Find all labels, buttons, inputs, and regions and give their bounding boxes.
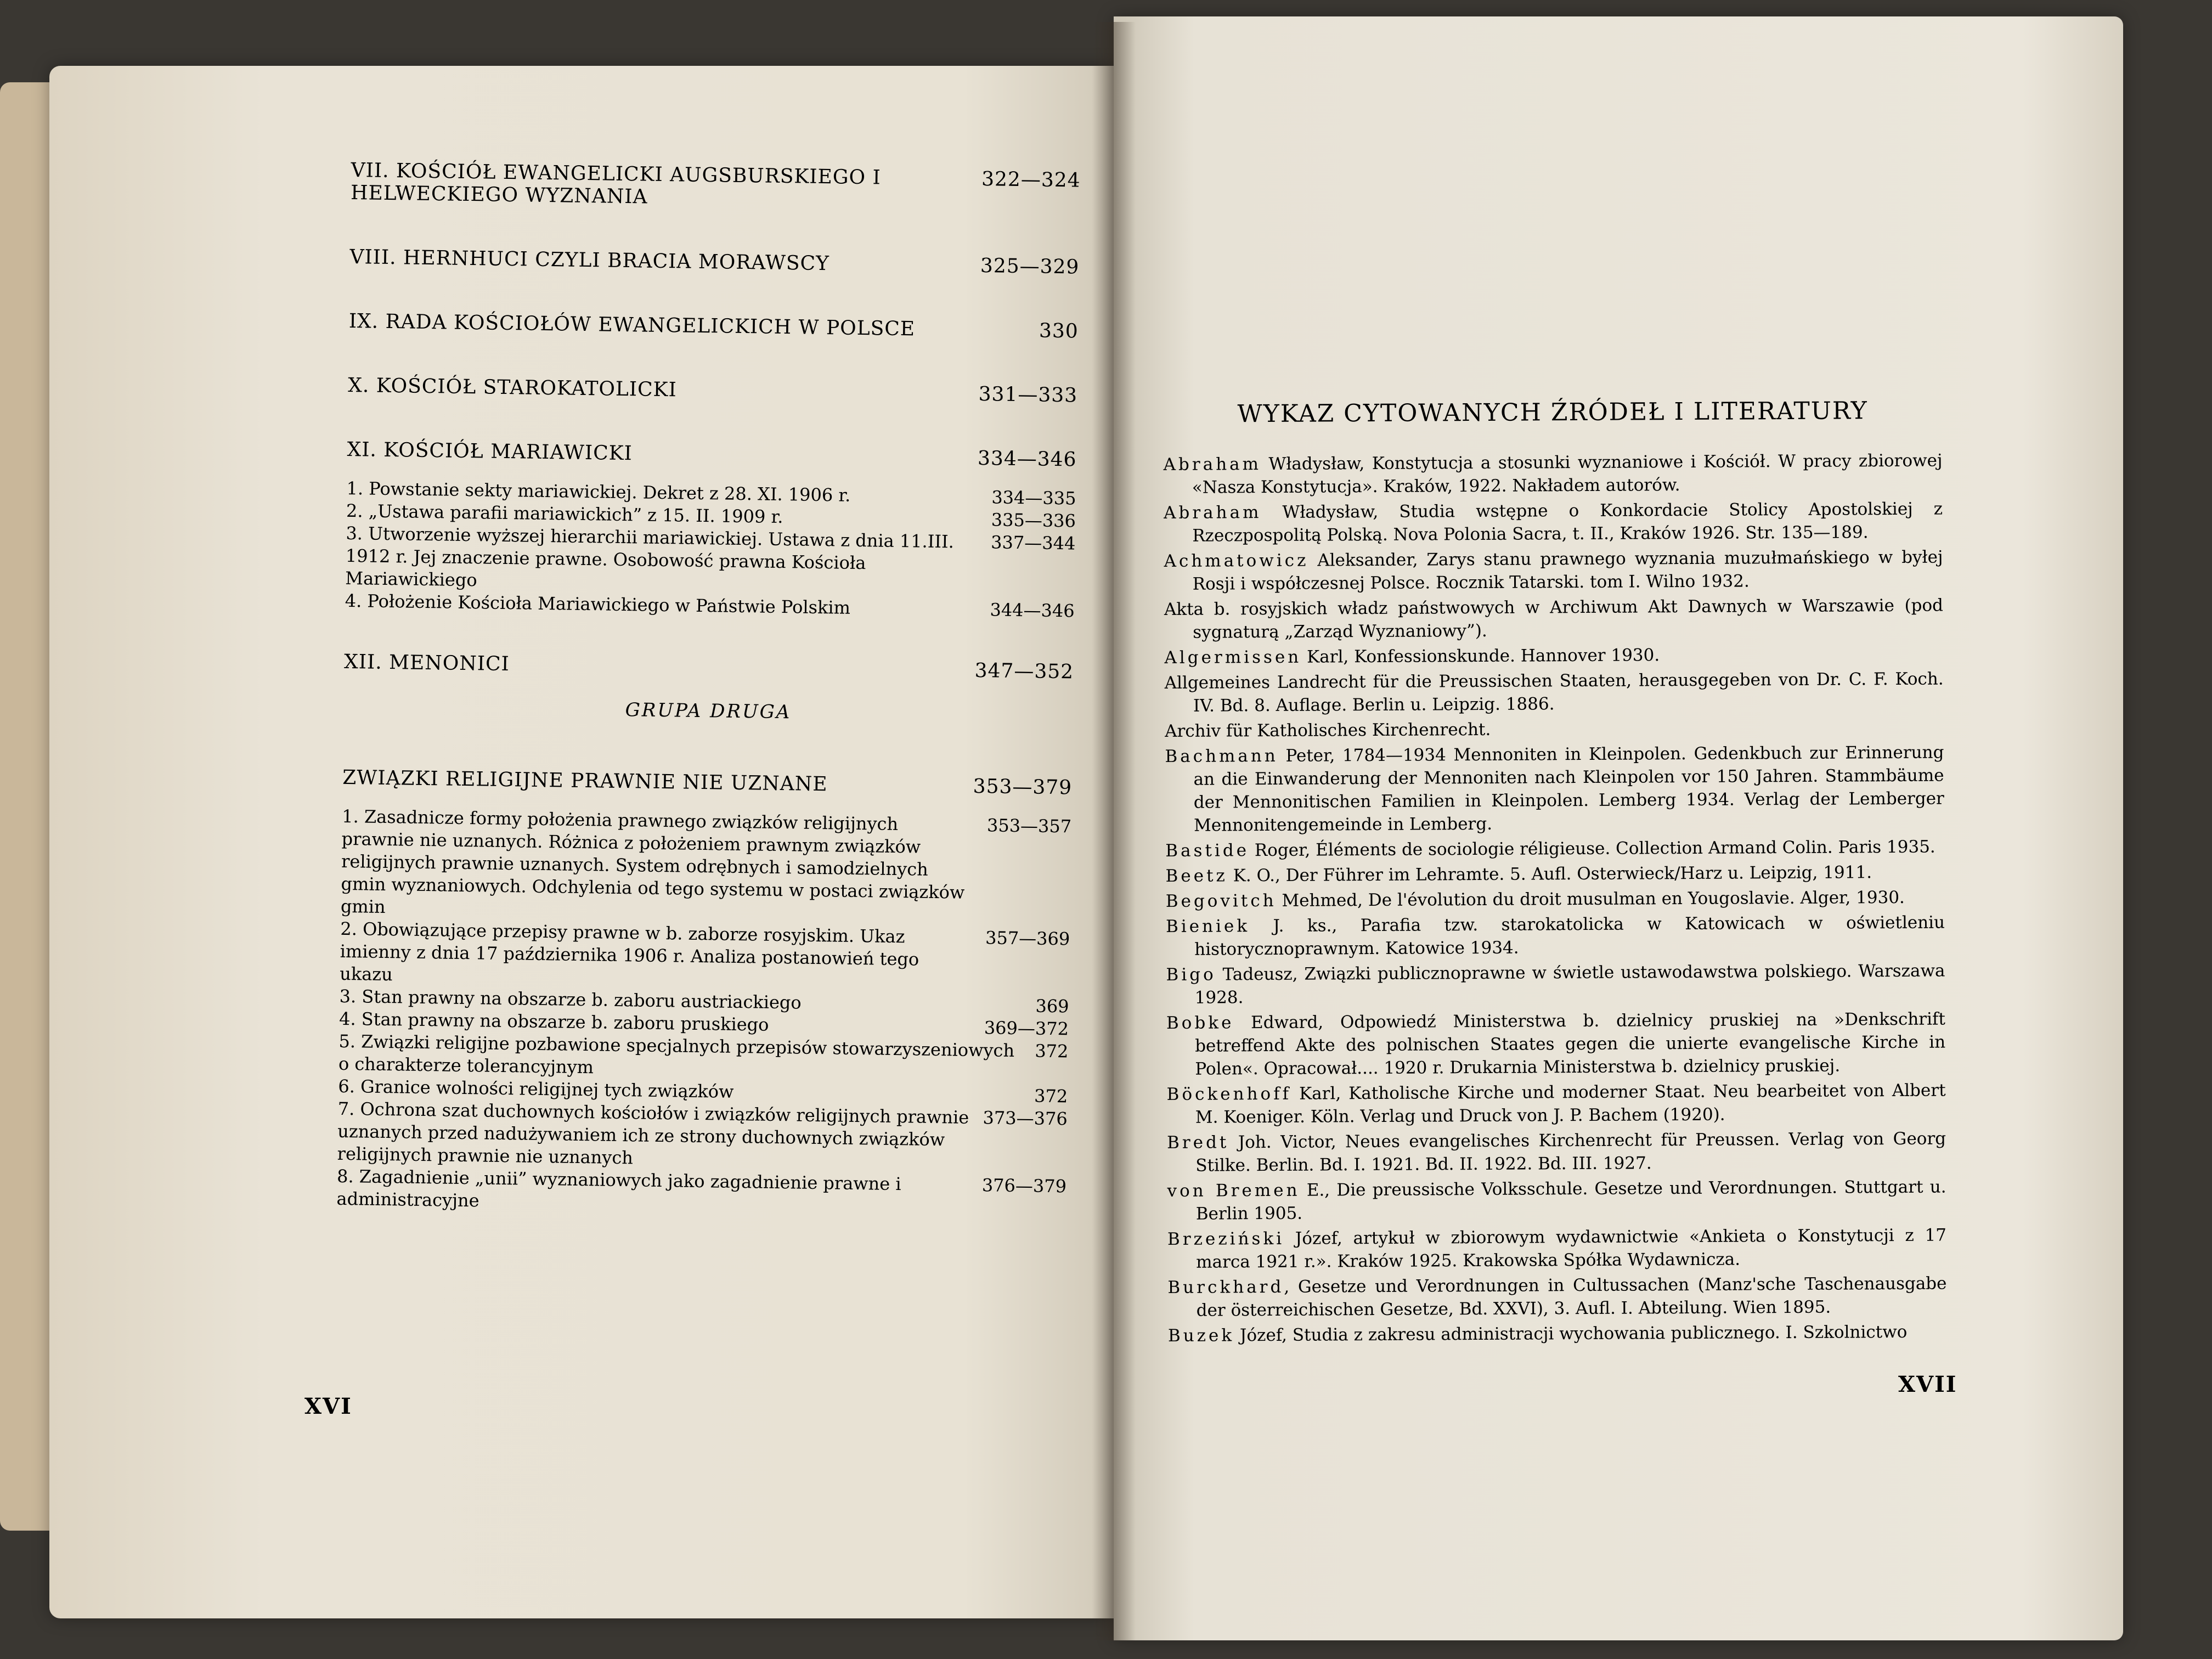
bibliography-entry [1164, 642, 1943, 669]
entry-text: Roger, Éléments de sociologie réligieuse. Collection Armand Colin. Paris 1935. [1249, 837, 1936, 861]
book-gutter [1092, 22, 1136, 1640]
entry-text: Archiv für Katholisches Kirchenrecht. [1165, 719, 1491, 741]
entry-author: Begovitch [1165, 890, 1277, 911]
bibliography-entry [1164, 449, 1943, 499]
entry-text: Aleksander, Zarys stanu prawnego wyznania muzułmańskiego w byłej Rosji i współczesnej Polsce. Rocznik Tatarski. tom I. Wilno 1932. [1192, 547, 1943, 594]
entry-text: Edward, Odpowiedź Ministerstwa b. dzielnicy pruskiej na »Denkschrift betreffend Akte des polnischen Staates gegen die unierte evangelische Kirche in Polen«. Opracował.... 1920 r. Drukarnia Ministerstwa b. dzielnicy pruskiej. [1195, 1009, 1946, 1079]
bibliography-entry [1168, 1321, 1947, 1347]
toc-item: 2. „Ustawa parafii mariawickich” z 15. II. 1909 r. 335—336 [346, 500, 1076, 532]
toc-item: 5. Związki religijne pozbawione specjalnych przepisów stowarzyszeniowych o charakterze tolerancyjnym 372 [338, 1030, 1069, 1078]
entry-text: Władysław, Studia wstępne o Konkordacie Stolicy Apostolskiej z Rzeczpospolitą Polską. Nova Polonia Sacra, t. II., Kraków 1926. Str. 135—189. [1192, 499, 1943, 546]
toc-item: 3. Stan prawny na obszarze b. zaboru austriackiego 369 [339, 985, 1069, 1017]
entry-text: Józef, artykuł w zbiorowym wydawnictwie «Ankieta o Konstytucji z 17 marca 1921 r.». Kraków 1925. Krakowska Spółka Wydawnicza. [1196, 1225, 1947, 1272]
bibliography-entry [1165, 668, 1944, 718]
page-number-right: XVII [1898, 1372, 1957, 1397]
bibliography-entry [1165, 861, 1944, 888]
bibliography-entry [1164, 594, 1943, 644]
entry-author: Bobke [1166, 1013, 1234, 1033]
entry-author: Abraham [1163, 454, 1262, 475]
toc-item: 4. Położenie Kościoła Mariawickiego w Państwie Polskim 344—346 [345, 590, 1075, 622]
entry-text: E., Die preussische Volksschule. Gesetze und Verordnungen. Stuttgart u. Berlin 1905. [1195, 1177, 1946, 1224]
entry-author: Abraham [1163, 503, 1262, 523]
entry-text: Mehmed, De l'évolution du droit musulman en Yougoslavie. Alger, 1930. [1276, 887, 1905, 911]
toc-item: 1. Zasadnicze formy położenia prawnego związków religijnych prawnie nie uznanych. Różnica z położeniem prawnym związków religijnych prawnie uznanych. System odrębnych i samodzielnych gmin wyznaniowych. Odchylenia od tego systemu w postaci związków gmin 353—357 [340, 805, 1072, 918]
entry-author: Achmatowicz [1164, 550, 1309, 571]
toc-item: 2. Obowiązujące przepisy prawne w b. zaborze rosyjskim. Ukaz imienny z dnia 17 października 1906 r. Analiza postanowień tego ukazu 357—369 [340, 918, 1070, 985]
entry-text: J. ks., Parafia tzw. starokatolicka w Katowicach w oświetleniu historycznoprawnym. Katowice 1934. [1194, 912, 1945, 960]
bibliography-entry [1164, 498, 1943, 548]
group-title: GRUPA DRUGA [625, 699, 792, 724]
entry-text: Peter, 1784—1934 Mennoniten in Kleinpolen. Gedenkbuch zur Erinnerung an die Einwanderung der Mennoniten nach Kleinpolen vor 150 Jahren. Stammbäume der Mennonitischen Familien in Kleinpolen. Lemberg 1934. Verlag der Lemberger Mennonitengemeinde in Lemberg. [1193, 742, 1944, 836]
bibliography-entry [1166, 911, 1945, 961]
entry-author: Böckenhoff [1166, 1084, 1292, 1104]
toc-item: 4. Stan prawny na obszarze b. zaboru pruskiego 369—372 [338, 1008, 1069, 1040]
bibliography-entry [1167, 1272, 1946, 1322]
toc-section: XI. KOŚCIÓŁ MARIAWICKI 334—346 [347, 438, 1077, 471]
entry-text: Józef, Studia z zakresu administracji wychowania publicznego. I. Szkolnictwo [1234, 1322, 1908, 1346]
entry-author: Bieniek [1165, 916, 1250, 936]
toc-section: VIII. HERNHUCI CZYLI BRACIA MORAWSCY 325—329 [349, 245, 1080, 279]
bibliography-entry [1167, 1079, 1946, 1129]
bibliography-entry [1166, 1008, 1946, 1081]
entry-author: Bigo [1166, 964, 1216, 985]
page-number-left: XVI [304, 1393, 352, 1419]
toc-section-menonici: XII. MENONICI 347—352 [343, 650, 1074, 684]
toc-item: 7. Ochrona szat duchownych kościołów i związków religijnych prawnie uznanych przed nadużywaniem ich ze strony duchownych związków religijnych prawnie nie uznanych 373—376 [337, 1098, 1068, 1169]
bibliography-entry [1166, 886, 1945, 913]
toc-section-group: ZWIĄZKI RELIGIJNE PRAWNIE NIE UZNANE 353—379 [342, 766, 1073, 799]
bibliography-entry [1167, 1127, 1946, 1177]
bibliography-list [1164, 449, 1948, 1347]
toc-section: IX. RADA KOŚCIOŁÓW EWANGELICKICH W POLSCE 330 [348, 309, 1079, 343]
entry-text: Karl, Katholische Kirche und moderner Staat. Neu bearbeitet von Albert M. Koeniger. Köln. Verlag und Druck von J. P. Bachem (1920). [1195, 1080, 1946, 1127]
bibliography-entry [1164, 546, 1943, 596]
toc-section: X. KOŚCIÓŁ STAROKATOLICKI 331—333 [347, 374, 1078, 407]
bibliography-entry [1165, 741, 1944, 837]
entry-text: Allgemeines Landrecht für die Preussischen Staaten, herausgegeben von Dr. C. F. Koch. IV. Bd. 8. Auflage. Berlin u. Leipzig. 1886. [1164, 669, 1944, 716]
entry-author: Bachmann [1165, 746, 1278, 766]
entry-text: Władysław, Konstytucja a stosunki wyznaniowe i Kościół. W pracy zbiorowej «Nasza Konstytucja». Kraków, 1922. Nakładem autorów. [1192, 450, 1943, 498]
bibliography-entry [1166, 960, 1945, 1009]
table-of-contents [336, 159, 1081, 1220]
bibliography [1163, 397, 1947, 1350]
entry-author: Burckhard [1167, 1277, 1284, 1297]
bibliography-heading: WYKAZ CYTOWANYCH ŹRÓDEŁ I LITERATURY [1237, 397, 1868, 428]
toc-item: 6. Granice wolności religijnej tych związków 372 [338, 1075, 1068, 1107]
toc-item: 8. Zagadnienie „unii” wyznaniowych jako zagadnienie prawne i administracyjne 376—379 [336, 1165, 1067, 1211]
bibliography-entry [1165, 716, 1944, 743]
entry-text: Tadeusz, Związki publicznoprawne w świetle ustawodawstwa polskiego. Warszawa 1928. [1194, 961, 1945, 1008]
entry-author: Bredt [1166, 1132, 1229, 1153]
entry-author: von Bremen [1167, 1180, 1300, 1201]
entry-text: Joh. Victor, Neues evangelisches Kirchenrecht für Preussen. Verlag von Georg Stilke. Berlin. Bd. I. 1921. Bd. II. 1922. Bd. III. 1927. [1195, 1128, 1946, 1176]
entry-text: , Gesetze und Verordnungen in Cultussachen (Manz'sche Taschenausgabe der österreichischen Gesetze, Bd. XXVI), 3. Aufl. I. Abteilung. Wien 1895. [1196, 1273, 1947, 1321]
bibliography-entry [1165, 836, 1944, 862]
entry-text: Akta b. rosyjskich władz państwowych w Archiwum Akt Dawnych w Warszawie (pod sygnaturą „Zarząd Wyznaniowy”). [1164, 595, 1944, 642]
entry-author: Buzek [1167, 1325, 1235, 1346]
toc-item: 3. Utworzenie wyższej hierarchii mariawickiej. Ustawa z dnia 11.III. 1912 r. Jej znaczenie prawne. Osobowość prawna Kościoła Mariawickiego 337—344 [345, 522, 1076, 591]
toc-section: VII. KOŚCIÓŁ EWANGELICKI AUGSBURSKIEGO I HELWECKIEGO WYZNANIA 322—324 [350, 159, 1081, 208]
entry-author: Algermissen [1164, 647, 1302, 668]
entry-author: Bastide [1165, 840, 1250, 861]
entry-text: Karl, Konfessionskunde. Hannover 1930. [1301, 645, 1660, 667]
entry-author: Beetz [1165, 866, 1228, 886]
entry-text: K. O., Der Führer im Lehramte. 5. Aufl. Osterwieck/Harz u. Leipzig, 1911. [1227, 862, 1872, 886]
toc-item: 1. Powstanie sekty mariawickiej. Dekret z 28. XI. 1906 r. 334—335 [346, 477, 1076, 509]
entry-author: Brzeziński [1167, 1228, 1285, 1249]
bibliography-entry [1167, 1176, 1946, 1226]
bibliography-entry [1167, 1224, 1946, 1274]
